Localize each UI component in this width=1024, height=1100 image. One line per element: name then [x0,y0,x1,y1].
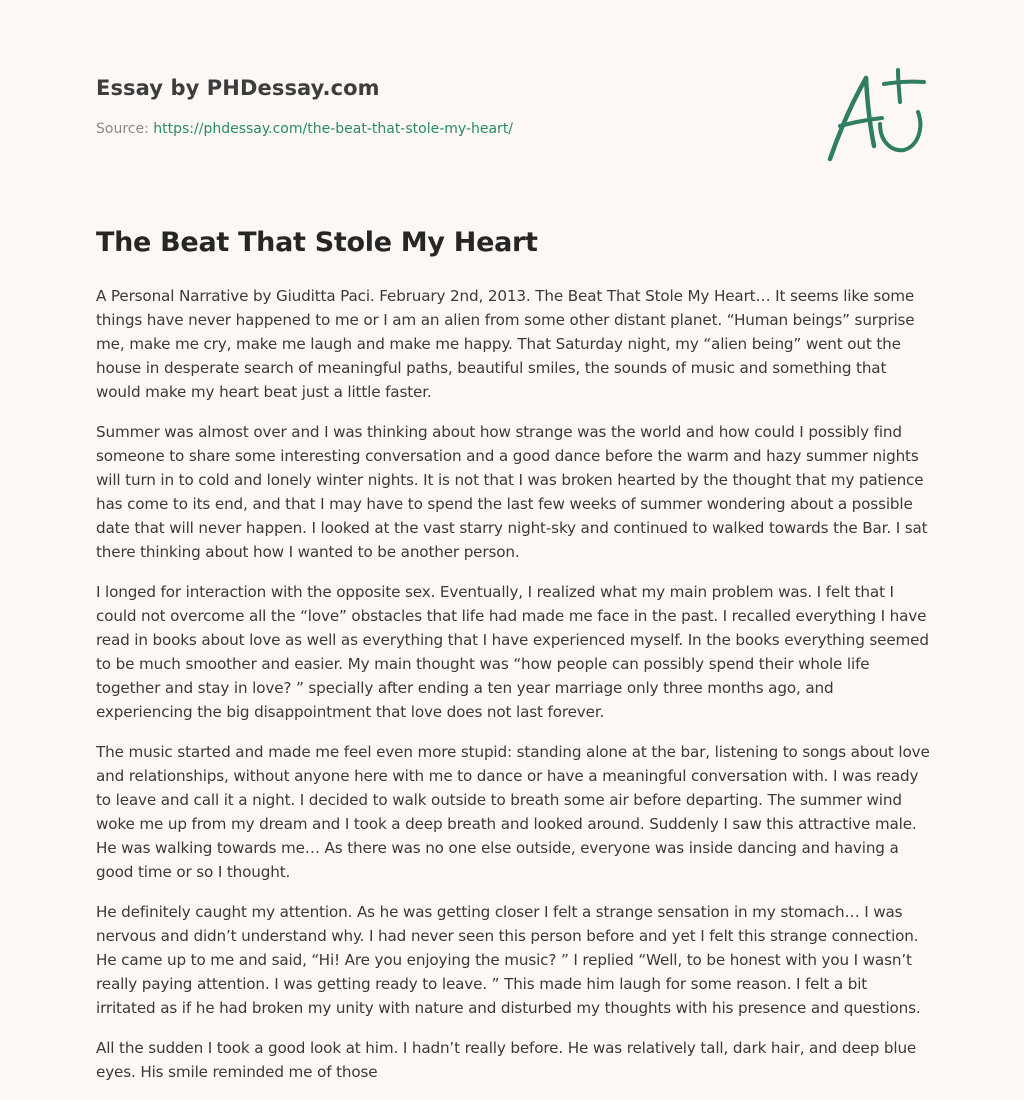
source-link[interactable]: https://phdessay.com/the-beat-that-stole-my-heart/ [153,121,514,137]
source-line [96,121,796,137]
essay-paragraph: The music started and made me feel even more stupid: standing alone at the bar, listening to songs about love and relationships, without anyone here with me to dance or have a meaningful conversation with. I was ready to leave and call it a night. I decided to walk outside to breath some air before departing. The summer wind woke me up from my dream and I took a deep breath and looked around. Suddenly I saw this attractive male. He was walking towards me… As there was no one else outside, everyone was inside dancing and having a good time or so I thought. [96,743,930,881]
source-label: Source: [96,121,149,137]
essay-paragraph: All the sudden I took a good look at him. I hadn’t really before. He was relatively tall, dark hair, and deep blue eyes. His smile reminded me of those [96,1039,917,1081]
essay-body [96,284,930,1100]
essay-paragraph: Summer was almost over and I was thinking about how strange was the world and how could I possibly find someone to share some interesting conversation and a good dance before the warm and hazy summer nights will turn in to cold and lonely winter nights. It is not that I was broken hearted by the thought that my patience has come to its end, and that I may have to spend the last few weeks of summer wondering about a possible date that will never happen. I looked at the vast starry night-sky and continued to walked towards the Bar. I sat there thinking about how I wanted to be another person. [96,423,928,561]
essay-title: The Beat That Stole My Heart [96,227,538,258]
essay-paragraph: A Personal Narrative by Giuditta Paci. February 2nd, 2013. The Beat That Stole My Heart… It seems like some things have never happened to me or I am an alien from some other distant planet. “Human beings” surprise me, make me cry, make me laugh and make me happy. That Saturday night, my “alien being” went out the house in desperate search of meaningful paths, beautiful smiles, the sounds of music and something that would make my heart beat just a little faster. [96,287,915,401]
brand-title: Essay by PHDessay.com [96,76,380,100]
essay-paragraph: He definitely caught my attention. As he was getting closer I felt a strange sensation in my stomach… I was nervous and didn’t understand why. I had never seen this person before and yet I felt this strange connection. He came up to me and said, “Hi! Are you enjoying the music? ” I replied “Well, to be honest with you I wasn’t really paying attention. I was getting ready to leave. ” This made him laugh for some reason. I felt a bit irritated as if he had broken my unity with nature and disturbed my thoughts with his presence and questions. [96,903,921,1017]
essay-paragraph: I longed for interaction with the opposite sex. Eventually, I realized what my main problem was. I felt that I could not overcome all the “love” obstacles that life had made me face in the past. I recalled everything I have read in books about love as well as everything that I have experienced myself. In the books everything seemed to be much smoother and easier. My main thought was “how people can possibly spend their whole life together and stay in love? ” specially after ending a ten year marriage only three months ago, and experiencing the big disappointment that love does not last forever. [96,583,929,721]
essay-header [96,76,796,137]
a-plus-grade-icon [822,66,932,166]
